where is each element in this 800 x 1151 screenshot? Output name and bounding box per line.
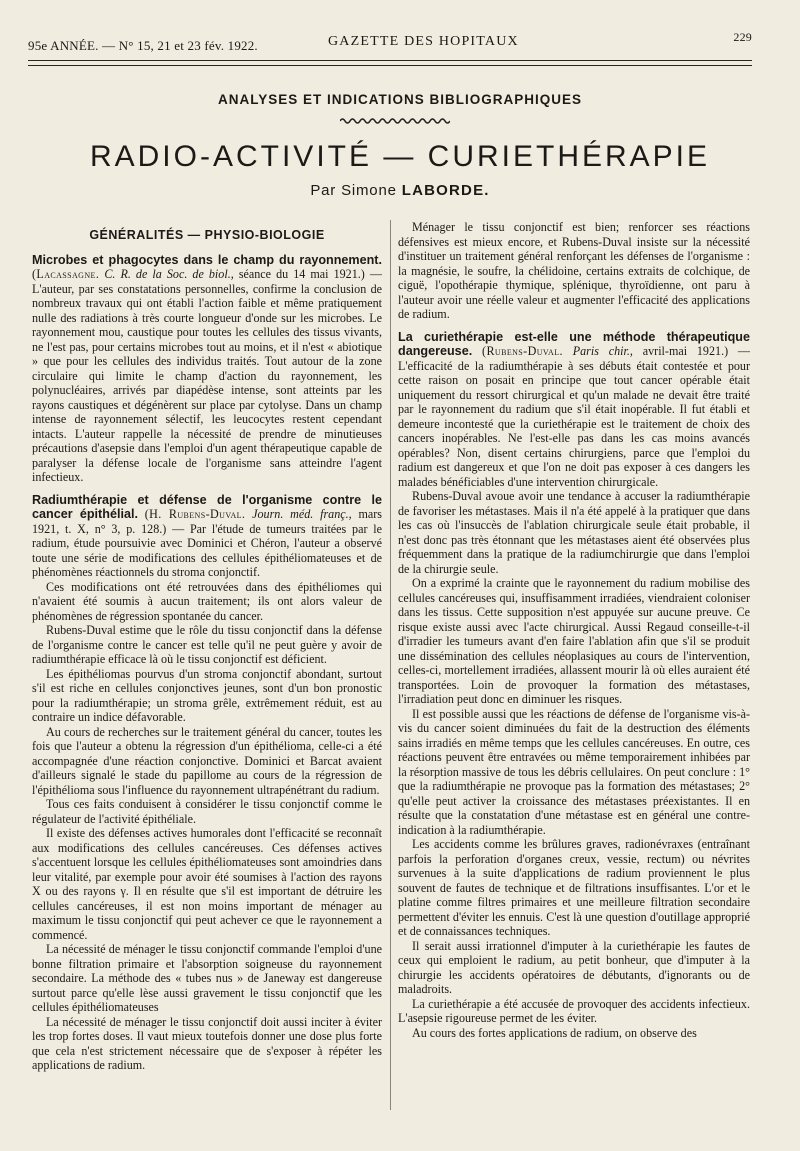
paragraph: La nécessité de ménager le tissu conjonctif commande l'emploi d'une bonne filtration primaire et l'absorption soigneuse du rayonnement secondaire. La méthode des « tubes nus » de Janeway est dangereuse surtout parce qu'elle lèse aussi gravement le tissu conjonctif que les cellules épithéliomateuses <box>32 942 382 1014</box>
paragraph: Tous ces faits conduisent à considérer le tissu conjonctif comme le régulateur de l'activité épithéliale. <box>32 797 382 826</box>
column-divider <box>390 220 391 1110</box>
paragraph: La nécessité de ménager le tissu conjonctif doit aussi inciter à éviter les trop fortes doses. Il vaut mieux toutefois donner une dose plus forte que cela n'est strictement nécessaire que de s'exposer à répéter les applications de radium. <box>32 1014 382 1072</box>
abstract-title: Microbes et phagocytes dans le champ du rayonnement. <box>32 252 382 267</box>
paragraph: Ces modifications ont été retrouvées dans des épithéliomes qui n'avaient été soumis à aucun traitement; ils ont alors valeur de phénomènes de régression spontanée du cancer. <box>32 579 382 623</box>
paragraph: La curiethérapie a été accusée de provoquer des accidents infectieux. L'asepsie rigoureuse permet de les éviter. <box>398 996 750 1025</box>
ornament-rule <box>340 117 450 125</box>
header-rule <box>28 60 752 66</box>
abstract-title: La curiethérapie est-elle une méthode thérapeutique dangereuse. <box>398 329 750 358</box>
abstract-source: Journ. méd. franç., <box>252 507 352 521</box>
left-column <box>32 218 382 1073</box>
article-title: RADIO-ACTIVITÉ — CURIETHÉRAPIE <box>89 140 711 173</box>
issue-info: 95e ANNÉE. — N° 15, 21 et 23 fév. 1922. <box>28 38 258 53</box>
journal-name: GAZETTE DES HOPITAUX <box>328 34 519 49</box>
byline <box>0 182 800 199</box>
paragraph: On a exprimé la crainte que le rayonnement du radium mobilise des cellules cancéreuses qui, insuffisamment irradiées, viendraient coloniser dans les tissus. Cette supposition n'est appuyée sur aucune preuve. Ce risque existe aussi avec l'acte chirurgical. Aussi Regaud conseille-t-il d'irradier les tumeurs avant d'en faire l'ablation afin que s'il se produit une dissémination des cellules néoplasiques au cours de l'intervention, celles-ci, mortellement irradiées, allassent mourir là où elles auraient été transportées. Loin de provoquer la formation des métastases, l'irradiation peut donc en diminuer les risques. <box>398 576 750 706</box>
abstract-body: avril-mai 1921.) — L'efficacité de la radiumthérapie à ses débuts était contestée et pour cette raison on posait en principe que tout cancer opérable était uniquement du ressort chirurgical et qu'un malade ne devait être traité par le rayonnement du radium que s'il était inopérable. Il fut établi et demeure incontesté que la curiethérapie est le traitement de choix des cancers inopérables. Ne l'est-elle pas dans les cas moins avancés opérables? Non, disent certains chirurgiens, parce que l'emploi du radium est dangereux et que l'on ne doit pas exposer à ces dangers les malades bénéficiables d'une intervention chirurgicale. <box>398 344 751 489</box>
paragraph: Au cours des fortes applications de radium, on observe des <box>412 1025 697 1040</box>
paragraph: Rubens-Duval estime que le rôle du tissu conjonctif dans la défense de l'organisme contre le cancer est telle qu'il ne peut guère y avoir de radiumthérapie efficace là où le tissu conjonctif est déficient. <box>32 623 382 666</box>
abstract-source: C. R. de la Soc. de biol., <box>104 267 234 281</box>
abstract-author: (Rubens-Duval. <box>482 344 563 358</box>
paragraph: Les épithéliomas pourvus d'un stroma conjonctif abondant, surtout s'il est riche en cellules conjonctives jeunes, sont d'un bon pronostic pour la radiumthérapie; un stroma grêle, extrêmement réduit, est au contraire un indice défavorable. <box>32 666 382 724</box>
paragraph: Au cours de recherches sur le traitement général du cancer, toutes les fois que l'auteur a obtenu la régression d'un épithélioma, celle-ci a été accompagnée d'une réaction conjonctive. Dominici et Barcat avaient d'ailleurs signalé le stade du papillome au cours de la régression de l'épithélioma sous l'influence du rayonnement ultrapénétrant du radium. <box>32 724 382 797</box>
abstract-lacassagne <box>32 253 382 485</box>
page-number: 229 <box>733 30 752 44</box>
author-name: LABORDE. <box>401 182 490 199</box>
abstract-body: séance du 14 mai 1921.) — L'auteur, par ses constatations personnelles, confirme la conclusion de nombreux travaux qui ont établi l'action faible et même pratiquement nulle des radiations à très courte longueur d'onde sur les microbes. Le rayonnement mou, caustique pour toutes les cellules des tissus vivants, ne l'est pas, pour certains microbes tout au moins, et il n'est « abiotique » que pour les cellules des individus traités. Tout autour de la zone circulaire qui limite le champ d'action du rayonnement, les polynucléaires, arrivés par diapédèse intense, sont atteints par les rayons caustiques et dégénèrent sur place par cytolyse. Dans un champ intense de rayonnement sélectif, les leucocytes restent cependant intacts. L'auteur rappelle la nécessité de prendre de minutieuses précautions d'asepsie dans l'emploi d'un agent thérapeutique capable de paralyser la défense locale de l'organisme sans atteindre l'agent infectieux. <box>32 267 382 484</box>
abstract-author: (H. Rubens-Duval. <box>144 507 246 521</box>
section-title: ANALYSES ET INDICATIONS BIBLIOGRAPHIQUES <box>217 92 583 107</box>
right-column <box>398 220 750 1040</box>
abstract-body: mars 1921, t. X, n° 3, p. 128.) — Par l'étude de tumeurs traitées par le radium, étude poursuivie avec Dominici et Chéron, l'auteur a observé toute une série de modifications des cellules épithéliomateuses et de phénomènes réactionnels du stroma conjonctif. <box>32 507 382 579</box>
paragraph: Il serait aussi irrationnel d'imputer à la curiethérapie les fautes de ceux qui emploient le radium, au petit bonheur, que d'imputer à la chirurgie les accidents opératoires de débutants, d'ignorants ou de maladroits. <box>398 938 750 996</box>
paragraph: Ménager le tissu conjonctif est bien; renforcer ses réactions défensives est mieux encore, et Rubens-Duval insiste sur la nécessité d'instituer un traitement général renforçant les défenses de l'organisme : la magnésie, le soufre, la chélidoine, certains extraits de colchique, de ciguë, l'opothérapie thymique, splénique, thyroïdienne, ont paru à l'auteur avoir une réelle valeur et augmenter l'efficacité des applications de radium. <box>398 220 750 321</box>
abstract-source: Paris chir., <box>572 344 633 358</box>
abstract-title: Radiumthérapie et défense de l'organisme contre le cancer épithélial. <box>32 492 382 521</box>
rubric-heading: GÉNÉRALITÉS — PHYSIO-BIOLOGIE <box>89 228 325 242</box>
abstract-curietherapie <box>398 330 750 490</box>
byline-prefix: Par Simone <box>310 182 397 199</box>
page-header <box>28 30 752 60</box>
paragraph: Il est possible aussi que les réactions de défense de l'organisme vis-à-vis du cancer soient diminuées du fait de la destruction des éléments sains irradiés en même temps que les cellules cancéreuses. En outre, ces réactions peuvent être entravées ou même temporairement inhibées par la résorption massive de tous les débris cellulaires. On peut conclure : 1° que la radiumthérapie ne provoque pas la formation des métastases; 2° qu'elle peut activer la croissance des métastases préexistantes. Il en résulte que la constatation d'une métastase est en général une contre-indication à la radiumthérapie. <box>398 706 750 837</box>
paragraph: Il existe des défenses actives humorales dont l'efficacité se reconnaît aux modifications des cellules cancéreuses. Ces défenses actives s'accentuent lorsque les cellules épithéliomateuses sont amoindries dans leur vitalité, par exemple pour avoir été soumises à l'action des rayons X ou des rayons γ. Il en résulte que s'il est important de détruire les cellules cancéreuses, il est non moins important de ménager au maximum le tissu conjonctif qui peut achever ce que le rayonnement a commencé. <box>32 826 382 942</box>
paragraph: Les accidents comme les brûlures graves, radionévraxes (entraînant parfois la perforation d'organes creux, vessie, rectum) ou névrites survenues à la suite d'applications de radium proviennent le plus souvent de fautes de technique et de filtrations insuffisantes. L'or et le platine comme filtres primaires et une meilleure filtration secondaire permettent d'éviter les ennuis. C'est là une question d'outillage approprié et de connaissances techniques. <box>398 837 750 938</box>
abstract-author: (Lacassagne. <box>32 267 100 281</box>
abstract-rubens-duval <box>32 493 382 580</box>
paragraph: Rubens-Duval avoue avoir une tendance à accuser la radiumthérapie de favoriser les métastases. Mais il n'a été appelé à la pratiquer que dans les cas où l'insuccès de l'ablation chirurgicale seule était probable, il n'est donc pas très étonnant que les métastases aient été observées plus fréquemment dans la pratique de la radiumchirurgie que dans l'emploi de la chirurgie seule. <box>398 489 750 576</box>
